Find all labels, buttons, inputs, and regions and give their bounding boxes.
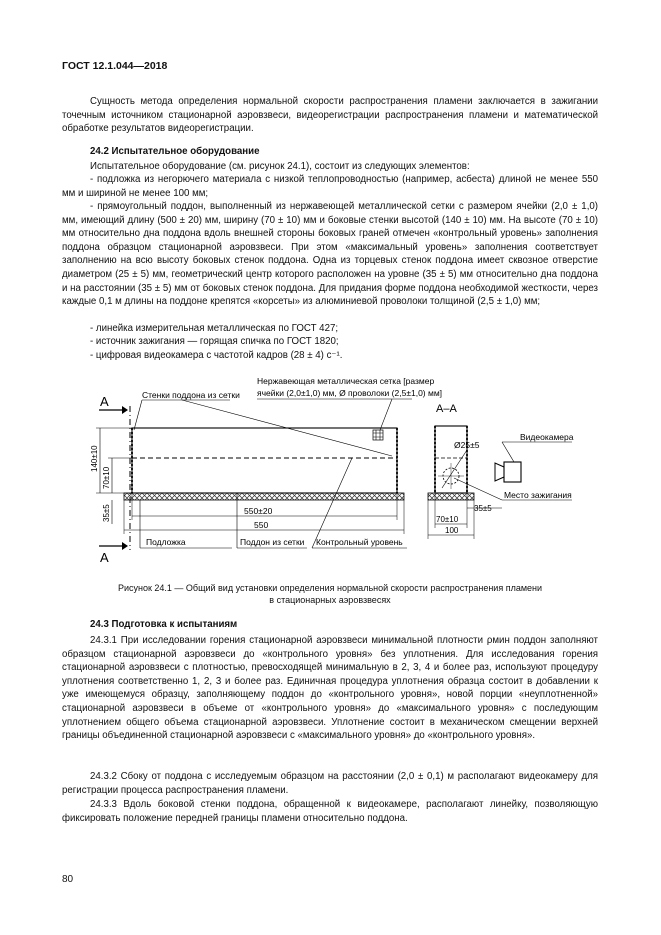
leader-control [312,458,352,548]
label-walls: Стенки поддона из сетки [142,390,240,400]
label-tray: Поддон из сетки [240,537,305,547]
section-arrow-bottom [122,542,128,550]
equipment-item-2: - прямоугольный поддон, выполненный из нержавеющей металлической сетки с размером ячейки (2,0 ± 1,0) мм, имеющий длину (500 ± 20) мм, ширину (70 ± 10) мм и боковые стенки высотой (140 ± 10) мм. На высоте (70 ± 10) мм относительно дна поддона вдоль внешней стороны боковых граней отмечен «контрольный уровень» заполнения поддона образцом стационарной аэровзвеси. При этом «максимальный уровень» заполнения соответствует заполнению на всю высоту боковых стенок поддона. Одна из торцевых стенок поддона имеет сквозное отверстие диаметром (25 ± 5) мм, геометрический центр которого расположен на уровне (35 ± 5) мм относительно дна поддона и на расстоянии (35 ± 5) мм от боковых стенок поддона. Для придания форме поддона необходимой жесткости, через каждые 0,1 м длины на поддоне крепятся «корсеты» из алюминиевой проволоки толщиной (2,5 ± 1,0) мм; [62,201,598,308]
label-substrate: Подложка [146,537,186,547]
caption-line-2: в стационарных аэровзвесях [269,595,391,606]
section-24-3-title: 24.3 Подготовка к испытаниям [90,619,238,630]
section-mark-bottom: А [100,550,109,565]
document-header: ГОСТ 12.1.044—2018 [62,60,168,72]
substrate [124,493,404,500]
paragraph-24-3-3: 24.3.3 Вдоль боковой стенки поддона, обращенной к видеокамере, располагают линейку, позволяющую фиксировать положение передней границы пламени относительно поддона. [62,799,598,824]
figure-caption [62,582,598,607]
intro-paragraph: Сущность метода определения нормальной скорости распространения пламени заключается в зажигании точечным источником стационарной аэровзвеси, видеорегистрации распространения пламени и математической обработке результатов видеорегистрации. [62,96,598,135]
equipment-item-4: - источник зажигания — горящая спичка по ГОСТ 1820; [90,336,339,347]
mesh-cell-icon [373,430,383,440]
page-number: 80 [62,874,74,885]
dim-35: 35±5 [102,504,111,522]
section-arrow-top [122,406,128,414]
label-ignition: Место зажигания [504,490,572,500]
camera-icon [504,462,521,482]
paragraph-24-3-2: 24.3.2 Сбоку от поддона с исследуемым образцом на расстоянии (2,0 ± 0,1) м располагают видеокамеру для регистрации процесса распространения пламени. [62,771,598,796]
label-mesh-line2: ячейки (2,0±1,0) мм, Ø проволоки (2,5±1,0) мм] [257,388,443,398]
dim-550-20: 550±20 [244,506,273,516]
equipment-item-1: - подложка из негорючего материала с низкой теплопроводностью (например, асбеста) длиной не менее 550 мм и шириной не менее 100 мм; [62,174,598,199]
setup-diagram [62,368,602,573]
dim-35-right: 35±5 [474,504,492,513]
label-camera: Видеокамера [520,432,574,442]
label-mesh-line1: Нержавеющая металлическая сетка [размер [257,376,435,386]
paragraph-24-3-1: 24.3.1 При исследовании горения стационарной аэровзвеси минимальной плотности ρмин поддон заполняют образцом стационарной аэровзвеси до «контрольного уровня» без уплотнения. Для исследования горения стационарной аэровзвеси с плотностью, превосходящей минимальную в 2, 3, 4 и более раз, используют процедуру уплотнения соответственно 1, 2, 3 и более раз. Единичная процедура уплотнения образца состоит в добавлении к уже имеющемуся образцу, заполняющему поддон до «контрольного уровня», новой порции «неуплотненной» стационарной аэровзвеси в объеме от «контрольного уровня» до «максимального уровня» с последующим уплотнением общего объема стационарной аэровзвеси. Уплотнение состоит в механическом смещении верхней границы объединенной стационарной аэровзвеси с «максимального уровня» до «контрольного уровня». [62,635,598,742]
equipment-item-3: - линейка измерительная металлическая по ГОСТ 427; [90,323,339,334]
label-hole: Ø25±5 [454,440,480,450]
leader-mesh [380,399,392,430]
dim-100: 100 [445,526,459,535]
dim-140: 140±10 [90,445,99,472]
tray-walls [132,428,397,493]
dim-550: 550 [254,520,269,530]
leader-camera [502,442,514,462]
leader-walls [134,400,142,430]
dim-70: 70±10 [102,466,111,489]
camera-lens-icon [495,463,504,481]
label-control: Контрольный уровень [316,537,403,547]
caption-line-1: Рисунок 24.1 — Общий вид установки определения нормальной скорости распространения пламени [117,583,543,593]
section-title: А–А [436,403,457,415]
section-24-2-lead: Испытательное оборудование (см. рисунок 24.1), состоит из следующих элементов: [90,161,470,172]
section-mark-top: А [100,394,109,409]
section-24-2-title: 24.2 Испытательное оборудование [90,146,260,157]
equipment-item-5: - цифровая видеокамера с частотой кадров (28 ± 4) с⁻¹. [90,350,343,361]
dim-70-right: 70±10 [436,515,459,524]
mesh-grid-icon [373,430,383,440]
